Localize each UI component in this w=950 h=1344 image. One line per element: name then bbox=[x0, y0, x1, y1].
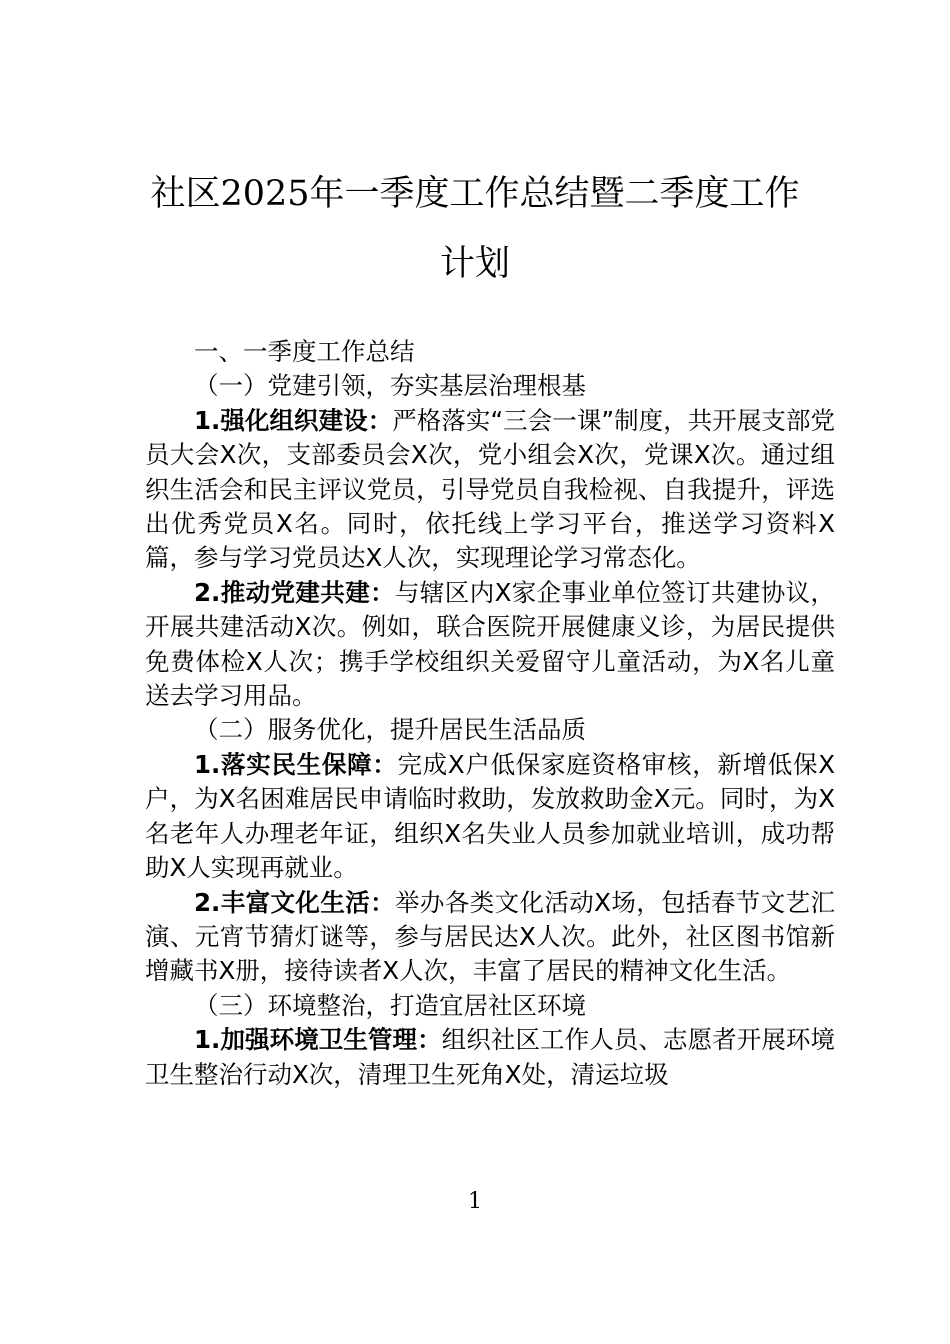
paragraph-text: 严格落实“三会一课”制度，共开展支部党员大会X次，支部委员会X次，党小组会X次，党课X次。通过组织生活会和民主评议党员，引导党员自我检视、自我提升，评选出优秀党员X名。同时，依托线上学习平台，推送学习资料X篇，参与学习党员达X人次，实现理论学习常态化。 bbox=[145, 405, 835, 573]
paragraph-text: 组织社区工作人员、志愿者开展环境卫生整治行动X次，清理卫生死角X处，清运垃圾 bbox=[145, 1025, 836, 1089]
page-number: 1 bbox=[468, 1189, 482, 1214]
paragraph-text: 与辖区内X家企事业单位签订共建协议，开展共建活动X次。例如，联合医院开展健康义诊，为居民提供免费体检X人次；携手学校组织关爱留守儿童活动，为X名儿童送去学习用品。 bbox=[145, 577, 835, 711]
subsection-heading-1-1: （一）党建引领，夯实基层治理根基 bbox=[194, 371, 586, 401]
paragraph-lead: 1.强化组织建设： bbox=[194, 405, 393, 435]
paragraph-text: 完成X户低保家庭资格审核，新增低保X户，为X名困难居民申请临时救助，发放救助金X元。同时，为X名老年人办理老年证，组织X名失业人员参加就业培训，成功帮助X人实现再就业。 bbox=[145, 749, 835, 883]
subsection-heading-1-3: （三）环境整治，打造宜居社区环境 bbox=[194, 990, 586, 1020]
subsection-heading-1-2: （二）服务优化，提升居民生活品质 bbox=[194, 715, 586, 745]
paragraph-livelihood-security bbox=[145, 748, 835, 886]
paragraph-lead: 1.落实民生保障： bbox=[194, 749, 398, 779]
document-title-line-2: 计划 bbox=[439, 244, 510, 284]
document-title-line-1: 社区2025年一季度工作总结暨二季度工作 bbox=[150, 174, 800, 214]
paragraph-lead: 2.推动党建共建： bbox=[194, 577, 396, 607]
section-heading-1: 一、一季度工作总结 bbox=[194, 337, 415, 366]
paragraph-text: 举办各类文化活动X场，包括春节文艺汇演、元宵节猜灯谜等，参与居民达X人次。此外，社区图书馆新增藏书X册，接待读者X人次，丰富了居民的精神文化生活。 bbox=[145, 887, 835, 986]
paragraph-environmental-sanitation bbox=[145, 1023, 835, 1092]
paragraph-organization-building bbox=[145, 404, 835, 576]
document-body bbox=[145, 335, 835, 1092]
paragraph-lead: 1.加强环境卫生管理： bbox=[194, 1025, 442, 1055]
paragraph-lead: 2.丰富文化生活： bbox=[194, 887, 396, 917]
paragraph-party-coconstruction bbox=[145, 576, 835, 714]
paragraph-cultural-life bbox=[145, 886, 835, 989]
